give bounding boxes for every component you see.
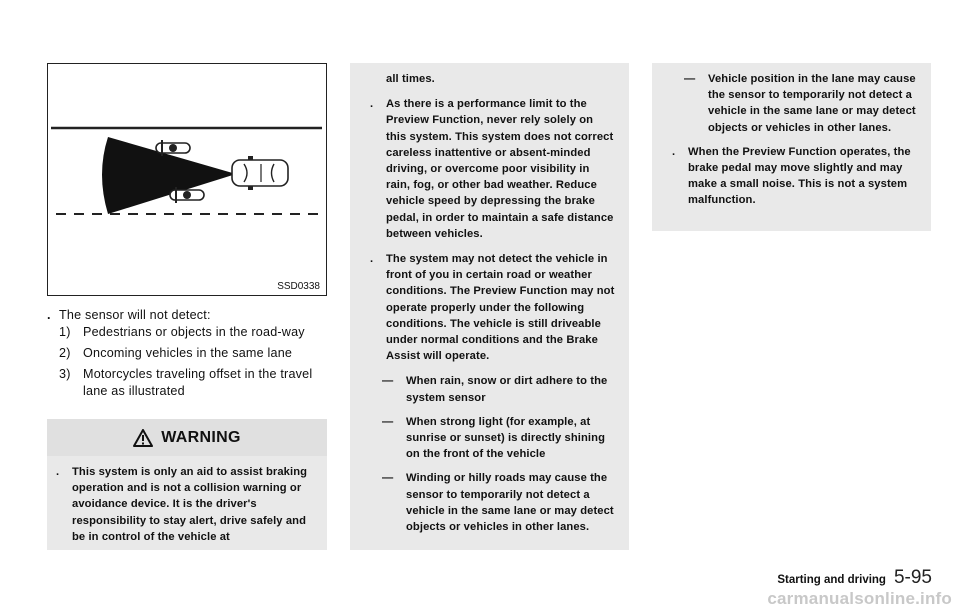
motorcycle-icon	[156, 140, 190, 156]
bullet-text: As there is a performance limit to the Preview Function, never rely solely on this system. This system does not correct careless inattentive or absent-minded driving, or overcome poor visibility in rain, fog, or other bad weather. Reduce vehicle speed by depressing the brake pedal, in order to maintain a safe distance between vehicles.	[386, 98, 614, 240]
list-item	[59, 366, 327, 400]
dash-text: When rain, snow or dirt adhere to the system sensor	[406, 375, 608, 404]
illustration-graphic	[48, 64, 325, 294]
page-number: 5-95	[893, 567, 932, 588]
item-number: 1)	[59, 325, 71, 339]
list-item	[382, 470, 615, 535]
car-icon	[232, 156, 288, 190]
dash-text: Winding or hilly roads may cause the sensor to temporarily not detect a vehicle in the same lane or may detect objects or vehicles in other lanes.	[406, 472, 614, 534]
sensor-limitations	[47, 307, 327, 400]
warning-icon	[133, 429, 153, 447]
item-text: Oncoming vehicles in the same lane	[83, 346, 293, 360]
list-item	[684, 71, 921, 136]
left-column	[47, 63, 327, 400]
section-title: Starting and driving	[777, 574, 886, 586]
bullet-icon: .	[672, 145, 676, 158]
bullet-text: When the Preview Function operates, the brake pedal may move slightly and may make a small noise. This is not a system malfunction.	[688, 145, 911, 207]
list-item	[47, 307, 327, 324]
bullet-icon: .	[370, 98, 374, 111]
right-column	[652, 63, 931, 231]
list-item	[59, 324, 327, 341]
sensor-illustration	[47, 63, 327, 296]
bullet-icon: .	[47, 308, 51, 322]
item-text: Motorcycles traveling offset in the travel lane as illustrated	[83, 367, 313, 398]
bullet-icon: .	[370, 253, 374, 266]
bullet-text: The sensor will not detect:	[59, 308, 211, 322]
continuation-text: all times.	[386, 73, 435, 85]
bullet-icon: .	[56, 466, 60, 478]
dash-text: When strong light (for example, at sunrise or sunset) is directly shining on the front of the vehicle	[406, 415, 606, 461]
watermark: carmanualsonline.info	[767, 589, 952, 608]
motorcycle-icon	[170, 187, 204, 203]
dash-list	[672, 71, 921, 136]
bullet-text: The system may not detect the vehicle in front of you in certain road or weather conditions. The Preview Function may not operate properly under the following conditions. The vehicle is still driveable under normal conditions and the Brake Assist will operate.	[386, 253, 615, 363]
list-item	[370, 96, 615, 242]
list-item	[382, 414, 615, 463]
middle-column	[350, 63, 629, 550]
figure-code: SSD0338	[277, 281, 320, 292]
item-number: 2)	[59, 346, 71, 360]
dash-icon: —	[684, 73, 696, 85]
dash-icon: —	[382, 472, 394, 485]
list-item	[56, 464, 317, 545]
dash-icon: —	[382, 375, 394, 388]
dash-icon: —	[382, 415, 394, 428]
item-number: 3)	[59, 367, 71, 381]
list-item	[672, 144, 921, 209]
page-footer	[777, 567, 932, 589]
dash-list	[370, 373, 615, 535]
warning-box	[47, 419, 327, 550]
bullet-text: This system is only an aid to assist braking operation and is not a collision warning or avoidance device. It is the driver's responsibility to stay alert, drive safely and be in control of the vehicle at	[72, 466, 308, 543]
list-item	[382, 373, 615, 405]
list-item	[370, 251, 615, 364]
warning-title: WARNING	[161, 428, 241, 446]
numbered-list	[47, 324, 327, 400]
item-text: Pedestrians or objects in the road-way	[83, 325, 305, 339]
dash-text: Vehicle position in the lane may cause the sensor to temporarily not detect a vehicle in the same lane or may detect objects or vehicles in other lanes.	[708, 73, 916, 134]
warning-body	[47, 456, 327, 545]
warning-header	[47, 419, 327, 456]
list-item	[59, 345, 327, 362]
